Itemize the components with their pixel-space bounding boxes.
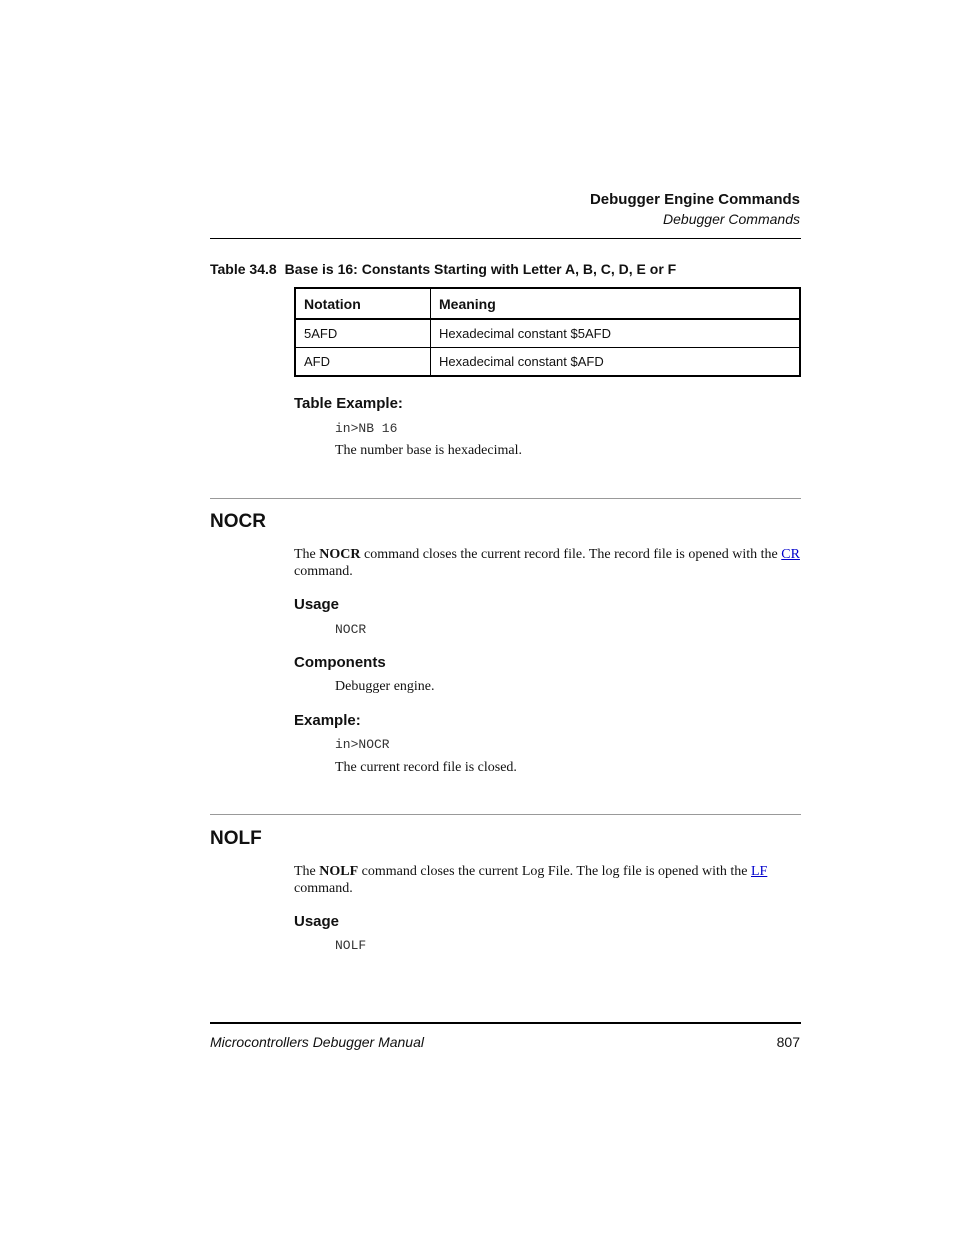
cr-link[interactable]: CR <box>781 547 800 562</box>
column-header-meaning: Meaning <box>431 288 801 319</box>
constants-table <box>294 287 801 377</box>
nocr-components-heading: Components <box>294 654 386 671</box>
table-header-row <box>295 288 800 319</box>
nocr-example-code: in>NOCR <box>335 737 390 752</box>
lf-link[interactable]: LF <box>750 864 768 879</box>
table-example-code: in>NB 16 <box>335 421 398 436</box>
nocr-example-text: The current record file is closed. <box>335 760 517 775</box>
nolf-command-name: NOLF <box>319 864 359 879</box>
table-example-text: The number base is hexadecimal. <box>335 443 522 458</box>
cell-meaning: Hexadecimal constant $AFD <box>431 348 801 377</box>
header-divider <box>210 238 801 239</box>
cell-meaning: Hexadecimal constant $5AFD <box>431 319 801 348</box>
header-subtitle: Debugger Commands <box>663 211 800 227</box>
nolf-usage-code: NOLF <box>335 938 367 953</box>
column-header-notation: Notation <box>295 288 431 319</box>
cell-notation: AFD <box>295 348 431 377</box>
nocr-components-text: Debugger engine. <box>335 679 435 694</box>
nocr-description: The NOCR command closes the current record file. The record file is opened with the CR command. <box>294 547 800 579</box>
nocr-example-heading: Example: <box>294 712 361 729</box>
table-title: Base is 16: Constants Starting with Letter A, B, C, D, E or F <box>284 261 677 277</box>
cell-notation: 5AFD <box>295 319 431 348</box>
table-row <box>295 348 800 377</box>
page-number: 807 <box>776 1034 800 1050</box>
footer-manual-title: Microcontrollers Debugger Manual <box>210 1034 424 1050</box>
nocr-title: NOCR <box>210 511 266 532</box>
table-number: Table 34.8 <box>210 261 277 277</box>
table-example-heading: Table Example: <box>294 395 403 412</box>
section-divider <box>210 814 801 815</box>
nocr-usage-heading: Usage <box>294 596 340 613</box>
table-caption <box>210 261 676 277</box>
nolf-description: The NOLF command closes the current Log File. The log file is opened with the LF command. <box>294 864 768 896</box>
nocr-usage-code: NOCR <box>335 622 367 637</box>
section-divider <box>210 498 801 499</box>
footer-divider <box>210 1022 801 1024</box>
nolf-usage-heading: Usage <box>294 913 340 930</box>
header-title: Debugger Engine Commands <box>589 191 800 208</box>
nolf-title: NOLF <box>210 828 262 849</box>
table-row <box>295 319 800 348</box>
nocr-command-name: NOCR <box>319 547 361 562</box>
